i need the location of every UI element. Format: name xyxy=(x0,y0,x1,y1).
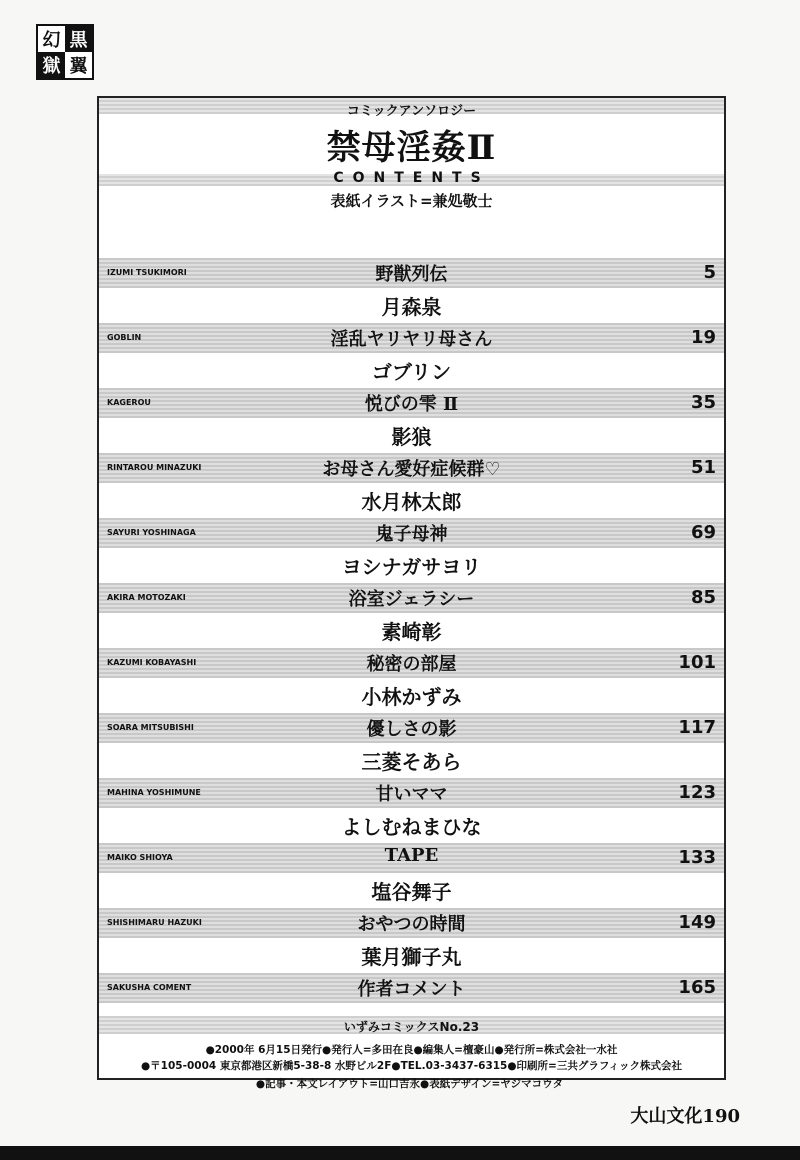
toc-row xyxy=(99,648,724,712)
page-number: 51 xyxy=(690,457,716,478)
publisher-mark: 大山文化190 xyxy=(630,1106,740,1127)
author-name: 葉月獅子丸 xyxy=(361,945,462,969)
author-name: 塩谷舞子 xyxy=(371,880,452,904)
book-title: 禁母淫姦Ⅱ xyxy=(326,128,497,168)
author-name: 水月林太郎 xyxy=(361,490,462,514)
toc-row xyxy=(99,778,724,842)
page-number: 35 xyxy=(690,392,716,413)
author-romanized: IZUMI TSUKIMORI xyxy=(107,268,187,277)
toc-row xyxy=(99,518,724,582)
author-romanized: KAZUMI KOBAYASHI xyxy=(107,658,197,667)
author-romanized: SHISHIMARU HAZUKI xyxy=(107,918,202,927)
logo-char: 幻 xyxy=(42,30,61,51)
work-title: TAPE xyxy=(384,845,439,866)
credit-line: ●〒105-0004 東京都港区新橋5-38-8 水野ビル2F●TEL.03-3437-6315●印刷所=三共グラフィック株式会社 xyxy=(141,1060,682,1072)
credit-line: ●記事・本文レイアウト=山口吉永●表紙デザイン=ヤジマコウタ xyxy=(255,1078,564,1090)
author-romanized: GOBLIN xyxy=(107,333,142,342)
author-romanized: SAKUSHA COMENT xyxy=(107,983,192,992)
author-name: ゴブリン xyxy=(371,360,452,384)
page-number: 133 xyxy=(678,847,716,868)
work-title: 鬼子母神 xyxy=(375,524,448,545)
toc-row xyxy=(99,258,724,322)
author-romanized: MAIKO SHIOYA xyxy=(107,853,173,862)
logo-char: 翼 xyxy=(69,56,88,77)
work-title: 秘密の部屋 xyxy=(366,654,457,675)
logo-char: 黒 xyxy=(65,26,92,52)
toc-row xyxy=(99,388,724,452)
toc-row xyxy=(99,843,724,907)
author-romanized: KAGEROU xyxy=(107,398,151,407)
credit-line: ●2000年 6月15日発行●発行人=多田在良●編集人=檀豪山●発行所=株式会社一水社 xyxy=(205,1044,618,1056)
author-name: ヨシナガサヨリ xyxy=(341,555,482,579)
author-romanized: AKIRA MOTOZAKI xyxy=(107,593,186,602)
page-number: 101 xyxy=(678,652,716,673)
page-number: 69 xyxy=(690,522,716,543)
author-name: 素崎彰 xyxy=(381,620,442,644)
toc-row xyxy=(99,583,724,647)
author-name: 影狼 xyxy=(391,425,432,449)
page-number: 123 xyxy=(678,782,716,803)
series-label: いずみコミックスNo.23 xyxy=(343,1020,480,1034)
toc-row xyxy=(99,323,724,387)
work-title: お母さん愛好症候群♡ xyxy=(322,459,501,480)
author-romanized: RINTAROU MINAZUKI xyxy=(107,463,202,472)
page-number: 117 xyxy=(678,717,716,738)
cover-credit: 表紙イラスト=兼処敬士 xyxy=(330,192,493,210)
work-title: 甘いママ xyxy=(375,784,448,805)
toc-row xyxy=(99,713,724,777)
publisher-logo xyxy=(36,24,94,80)
page-number: 165 xyxy=(678,977,716,998)
anthology-label: コミックアンソロジー xyxy=(346,104,477,119)
work-title: 浴室ジェラシー xyxy=(348,589,475,610)
contents-frame xyxy=(97,96,726,1080)
logo-char: 獄 xyxy=(38,52,65,78)
page-number: 5 xyxy=(703,262,716,283)
work-title: おやつの時間 xyxy=(357,914,466,935)
author-romanized: SOARA MITSUBISHI xyxy=(107,723,194,732)
author-name: 月森泉 xyxy=(381,295,442,319)
toc-row xyxy=(99,453,724,517)
work-title: 作者コメント xyxy=(357,979,466,1000)
toc-row xyxy=(99,908,724,972)
author-name: よしむねまひな xyxy=(341,815,482,839)
author-romanized: SAYURI YOSHINAGA xyxy=(107,528,196,537)
work-title: 悦びの雫 Ⅱ xyxy=(364,394,459,415)
page-number: 149 xyxy=(678,912,716,933)
page-number: 19 xyxy=(690,327,716,348)
scan-edge xyxy=(0,1146,800,1160)
work-title: 優しさの影 xyxy=(366,719,457,740)
work-title: 野獣列伝 xyxy=(375,264,448,285)
contents-heading: CONTENTS xyxy=(333,170,490,186)
work-title: 淫乱ヤリヤリ母さん xyxy=(330,329,493,350)
page-number: 85 xyxy=(690,587,716,608)
author-name: 三菱そあら xyxy=(361,750,462,774)
author-romanized: MAHINA YOSHIMUNE xyxy=(107,788,201,797)
author-name: 小林かずみ xyxy=(361,685,462,709)
